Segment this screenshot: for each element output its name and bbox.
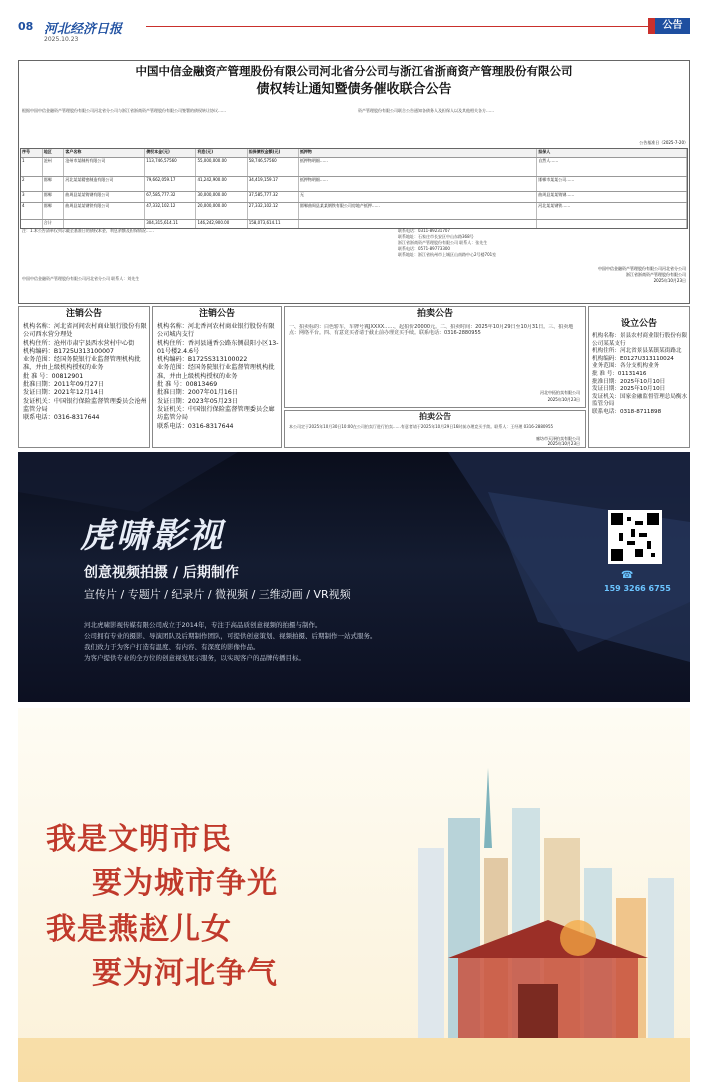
auction-notice-2-signature: 廊坊市天泽拍卖有限公司 xyxy=(536,436,580,441)
table-cell xyxy=(21,220,43,228)
table-cell xyxy=(64,220,145,228)
table-cell: 邯郸曲周县某某钢铁有限公司房地产抵押…… xyxy=(299,203,537,219)
header-rule xyxy=(146,26,661,27)
ad-desc-3: 我们致力于为客户打造有温度、有内容、有深度的影像作品。 xyxy=(84,643,260,651)
ad-desc-2: 公司拥有专业的摄影、导演团队及后期制作团队，可提供创意策划、视频拍摄、后期制作一站式服务。 xyxy=(84,632,377,640)
main-notice-notes: 注：1.本公告清单仅列示截至基准日的债权本金、利息余额及担保情况…… xyxy=(22,228,154,233)
civil-slogan-4: 要为河北争气 xyxy=(92,956,278,991)
table-row xyxy=(21,158,687,177)
table-cell: 30,000,000.00 xyxy=(196,192,247,202)
cancel-notice-1-title: 注销公告 xyxy=(65,309,102,319)
auction-notice-1-date: 2025年10月23日 xyxy=(547,397,580,402)
table-cell: 158,073,614.11 xyxy=(248,220,299,228)
table-cell xyxy=(299,220,537,228)
table-cell: 邯郸 xyxy=(43,177,65,191)
table-header-cell: 序号 xyxy=(21,149,43,157)
contact-phone-2: 联系电话：0571-89773300 xyxy=(398,246,450,251)
main-notice-contact-left: 中国中信金融资产管理股份有限公司河北省分公司 联系人：刘先生 xyxy=(22,276,140,281)
table-cell: 20,000,000.00 xyxy=(196,203,247,219)
page-number: 08 xyxy=(18,20,34,33)
table-cell: 河北某某精密制造有限公司 xyxy=(64,177,145,191)
auction-notice-2-body: 本公司定于2025年10月30日10:00在公司拍卖厅进行拍卖……有意者请于2025年10月29日16时前办理竞买手续。联系人：王经理 0316-2880955 xyxy=(289,424,554,429)
table-cell: 37,585,777.32 xyxy=(248,192,299,202)
civil-slogan-1: 我是文明市民 xyxy=(46,822,232,857)
civil-slogan-3: 我是燕赵儿女 xyxy=(46,912,232,947)
main-notice-intro-right: 资产管理股份有限公司联合公告通知各债务人及担保人以及其他相关各方…… xyxy=(358,108,494,113)
video-ad xyxy=(18,452,690,702)
table-cell: 抵押物明细…… xyxy=(299,158,537,176)
table-cell: 34,419,159.17 xyxy=(248,177,299,191)
table-cell: 79,662,059.17 xyxy=(145,177,196,191)
table-cell: 无 xyxy=(299,192,537,202)
table-row xyxy=(21,203,687,220)
auction-notice-1-signature: 河北中拓拍卖有限公司 xyxy=(540,390,580,395)
table-header-row xyxy=(21,149,687,158)
table-cell: 合计 xyxy=(43,220,65,228)
table-cell: 曲周县某某钢铁有限公司 xyxy=(64,203,145,219)
table-cell: 沧州市某制药有限公司 xyxy=(64,158,145,176)
main-notice-date-line: 公告基准日（2025-7-20） xyxy=(639,140,688,145)
table-cell: 邯郸 xyxy=(43,192,65,202)
issue-date: 2025.10.23 xyxy=(44,36,79,43)
table-row xyxy=(21,192,687,203)
contact-address-1: 联系地址：石家庄市长安区中山东路368号 xyxy=(398,234,474,239)
signature-date: 2025年10月23日 xyxy=(653,278,686,283)
table-cell: 47,332,102.12 xyxy=(145,203,196,219)
newspaper-name: 河北经济日报 xyxy=(44,22,123,37)
ad-phone-icon: ☎ xyxy=(621,570,634,581)
cancel-notice-1-body: 机构名称：河北省河间农村商业银行股份有限公司西水营分理处 机构住所：沧州市肃宁县西水营村中心街 机构编码：B1725U313100007 业务范围：经国务院银行业监督管理机构批准，并由上级机构授权的业务 批 准 号：00812901 批准日期：2011年09月27日 发证日期：2021年12月14日 发证机关：中国银行保险监督管理委员会沧州监管分局 联系电话：0316-8317644 xyxy=(23,323,147,422)
ad-phone: 159 3266 6755 xyxy=(604,584,671,593)
table-header-cell: 担保债权金额(元) xyxy=(248,149,299,157)
debt-table xyxy=(20,148,688,229)
table-header-cell: 客户名称 xyxy=(64,149,145,157)
page-header xyxy=(18,18,690,48)
establish-notice-body: 机构名称：景县农村商业银行股份有限公司某某支行 机构住所：河北省景县某镇某街路北 机构编码：E0127U313110024 业务范围：各分支机构业务 批 准 号：01131416 批准日期：2025年10月10日 发证日期：2025年10月10日 发证机关：国家金融监督管理总局衡水监管分局 联系电话：0318-8711898 xyxy=(592,333,688,415)
signature-2: 浙江省浙商资产管理股份有限公司 xyxy=(626,272,686,277)
table-cell xyxy=(537,220,687,228)
cancel-notice-2-body: 机构名称：河北香河农村商业银行股份有限公司城内支行 机构住所：香河县通香公路东侧晨阳小区13-01号楼2.4.6号 机构编码：B1725S313100022 业务范围：经国务院银行业监督管理机构批准，并由上级机构授权的业务 批 准 号：00813469 批准日期：2007年01月16日 发证日期：2023年05月23日 发证机关：中国银行保险监督管理委员会廊坊监管分局 联系电话：0316-8317644 xyxy=(157,323,279,430)
table-cell: 1 xyxy=(21,158,43,176)
section-badge-red xyxy=(648,18,655,34)
contact-phone-1: 联系电话：0311-89231707 xyxy=(398,228,450,233)
main-notice-title-1: 中国中信金融资产管理股份有限公司河北省分公司与浙江省浙商资产管理股份有限公司 xyxy=(135,64,573,78)
ad-tagline: 创意视频拍摄 / 后期制作 xyxy=(84,565,239,581)
table-row xyxy=(21,177,687,192)
table-cell: 41,242,900.00 xyxy=(196,177,247,191)
table-cell: 304,315,614.11 xyxy=(145,220,196,228)
cancel-notice-2-title: 注销公告 xyxy=(198,309,235,319)
table-cell: 113,746,57560 xyxy=(145,158,196,176)
table-header-cell: 利息(元) xyxy=(196,149,247,157)
table-cell: 沧州 xyxy=(43,158,65,176)
main-notice-intro-left: 根据中国中信金融资产管理股份有限公司河北省分公司与浙江省浙商资产管理股份有限公司签署的债权转让协议…… xyxy=(22,108,226,113)
signature-1: 中国中信金融资产管理股份有限公司河北省分公司 xyxy=(598,266,686,271)
contact-address-2: 联系地址：浙江省杭州市上城区山南路中心2号楼701室 xyxy=(398,252,497,257)
table-cell: 河北某某钢铁…… xyxy=(537,203,687,219)
auction-notice-2-title: 拍卖公告 xyxy=(419,412,451,421)
section-badge xyxy=(655,18,690,34)
auction-notice-1-body: 一、拍卖标的：白色轿车，车牌号冀JXXXX……，起拍价20000元。二、拍卖时间：2025年10月29日至10月31日。三、拍卖地点：网络平台。四、有意竞买者请于截止前办理竞买手续。联系电话：0316-2880955 xyxy=(289,324,574,336)
table-header-cell: 抵押物 xyxy=(299,149,537,157)
section-label: 公告 xyxy=(662,20,683,31)
contact-name-2: 浙江省浙商资产管理股份有限公司 联系人：张先生 xyxy=(398,240,488,245)
table-cell: 自然人…… xyxy=(537,158,687,176)
establish-notice-title: 设立公告 xyxy=(620,319,657,329)
qr-code xyxy=(608,510,662,564)
table-cell: 27,332,102.12 xyxy=(248,203,299,219)
table-cell: 曲周县某某铸钢…… xyxy=(537,192,687,202)
table-cell: 4 xyxy=(21,203,43,219)
table-cell: 146,242,900.00 xyxy=(196,220,247,228)
table-cell: 邯郸 xyxy=(43,203,65,219)
table-cell: 邯郸市某某公司…… xyxy=(537,177,687,191)
table-cell: 曲周县某某铸钢有限公司 xyxy=(64,192,145,202)
table-header-cell: 债权本金(元) xyxy=(145,149,196,157)
table-header-cell: 担保人 xyxy=(537,149,687,157)
table-cell: 抵押物明细…… xyxy=(299,177,537,191)
ad-brand: 虎啸影视 xyxy=(80,516,224,556)
table-header-cell: 地区 xyxy=(43,149,65,157)
civil-ad xyxy=(18,708,690,1082)
table-cell: 67,585,777.32 xyxy=(145,192,196,202)
civil-slogan-2: 要为城市争光 xyxy=(92,866,278,901)
ad-desc-4: 为客户提供专业的全方位的创意视觉展示服务，以实现客户的品牌传播目标。 xyxy=(84,654,305,662)
table-cell: 55,000,000.00 xyxy=(196,158,247,176)
auction-notice-2-date: 2025年10月23日 xyxy=(547,441,580,446)
table-cell: 58,746,57560 xyxy=(248,158,299,176)
table-cell: 3 xyxy=(21,192,43,202)
main-notice-title-2: 债权转让通知暨债务催收联合公告 xyxy=(256,82,452,97)
auction-notice-1-title: 拍卖公告 xyxy=(416,309,453,319)
table-total-row xyxy=(21,220,687,228)
ad-services: 宣传片 / 专题片 / 纪录片 / 微视频 / 三维动画 / VR视频 xyxy=(84,588,351,601)
ad-desc-1: 河北虎啸影视传媒有限公司成立于2014年，专注于高品质创意视频的拍摄与制作。 xyxy=(84,621,322,629)
table-cell: 2 xyxy=(21,177,43,191)
